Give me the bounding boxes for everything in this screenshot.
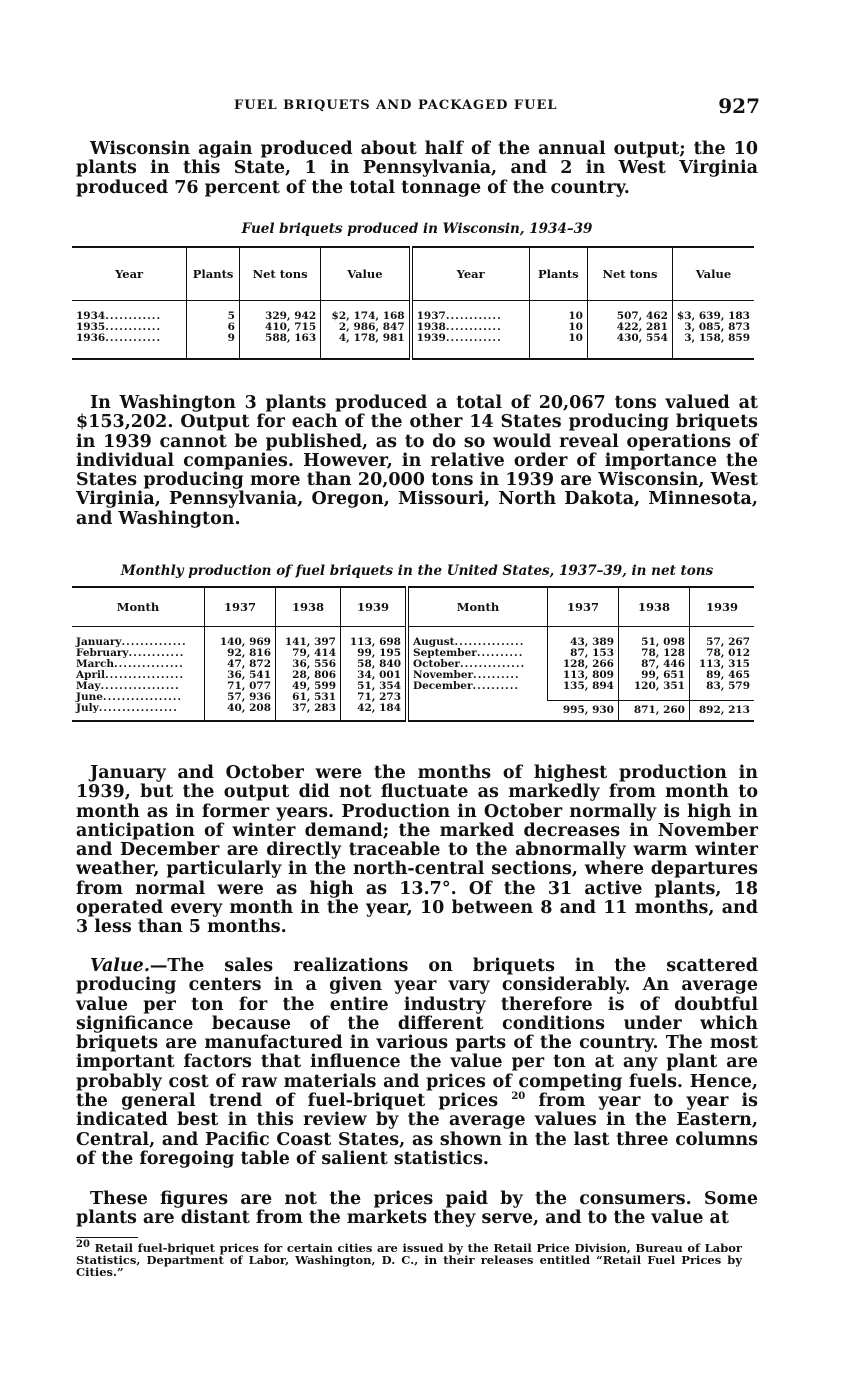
paragraph-monthly-variation: January and October were the months of highest production in 1939, but the output did not fluctuate as markedly from month to month as in former years. Production in October normally is high in anticipation of winter demand; the marked decreases in November and December are directly traceable to the abnormally warm winter weather, particularly in the north-central sections, where departures from normal were as high as 13.7°. Of the 31 active plants, 18 operated every month in the year, 10 between 8 and 11 months, and 3 less than 5 months. (76, 763, 758, 938)
footnote-text: Retail fuel-briquet prices for certain cities are issued by the Retail Price Division, Bureau of Labor Statistics, Department of Labor, Washington, D. C., in their releases entitled “Retail Fuel Prices by Cities.” (76, 1241, 742, 1279)
table-cell: August (413, 636, 455, 648)
table-cell: 79, 414 (292, 647, 336, 659)
footnote (76, 1239, 742, 1279)
footnote-reference: 20 (511, 1091, 526, 1103)
table-cell: 51, 354 (357, 680, 401, 692)
net-tons-column (239, 301, 320, 360)
month-column: January.............. February............ March............... April................. May................. June................. July................. (76, 636, 187, 714)
value-column (321, 301, 411, 360)
table-cell: 2, 986, 847 (338, 321, 405, 333)
value-run-in-heading: Value. (90, 956, 150, 976)
table-cell: 49, 599 (292, 680, 336, 692)
table-cell: 1939 (416, 332, 446, 344)
table-row (72, 301, 754, 360)
column-header: Net tons (239, 247, 320, 301)
column-header: 1939 (341, 587, 408, 627)
table-cell: February (76, 647, 129, 659)
table-cell: 507, 462 (616, 310, 668, 322)
table-cell: 422, 281 (616, 321, 668, 333)
value-column (672, 301, 754, 360)
table-cell: 113, 315 (698, 658, 750, 670)
table-cell: January (76, 636, 122, 648)
table-cell: 1936 (76, 332, 106, 344)
table-cell: 140, 969 (219, 636, 271, 648)
table-cell: 1937 (416, 310, 446, 322)
table-header-row (72, 247, 754, 301)
table-cell: 5 (227, 310, 235, 322)
table-cell: 51, 098 (641, 636, 685, 648)
y1938-column (619, 627, 690, 701)
column-header: 1939 (690, 587, 755, 627)
table-cell: 3, 085, 873 (684, 321, 750, 333)
table-cell: May (76, 680, 101, 692)
table-cell: 10 (568, 321, 583, 333)
table-cell: 1935 (76, 321, 106, 333)
table-cell: 4, 178, 981 (338, 332, 405, 344)
table-cell: 10 (568, 332, 583, 344)
paragraph-washington: In Washington 3 plants produced a total of 20,067 tons valued at $153,202. Output for each of the other 14 States producing briquets in 1939 cannot be published, as to do so would reveal operations of individual companies. However, in relative order of importance the States producing more than 20,000 tons in 1939 are Wisconsin, West Virginia, Pennsylvania, Oregon, Missouri, North Dakota, Minnesota, and Washington. (76, 393, 758, 529)
footnote-divider (76, 1237, 138, 1238)
column-header: Plants (529, 247, 587, 301)
table-cell: 120, 351 (633, 680, 685, 692)
table-cell: 57, 267 (706, 636, 750, 648)
column-header: Month (407, 587, 548, 627)
column-header: Plants (187, 247, 240, 301)
table-cell: 9 (227, 332, 235, 344)
table-cell: $2, 174, 168 (331, 310, 405, 322)
page-number: 927 (718, 94, 760, 118)
total-1938: 871, 260 (619, 700, 690, 721)
table-cell: 58, 840 (357, 658, 401, 670)
year-column: 1937............ 1938............ 1939............ (411, 301, 530, 360)
table-cell: 87, 446 (641, 658, 685, 670)
monthly-production-table (72, 586, 754, 722)
y1939-column (341, 627, 408, 722)
running-title: FUEL BRIQUETS AND PACKAGED FUEL (234, 98, 558, 113)
table-cell: $3, 639, 183 (676, 310, 750, 322)
table-cell: 40, 208 (227, 702, 271, 714)
table-cell: 329, 942 (265, 310, 317, 322)
plants-column (187, 301, 240, 360)
table-cell: 410, 715 (265, 321, 317, 333)
column-header: 1938 (276, 587, 341, 627)
wisconsin-briquets-table (72, 246, 754, 360)
table-cell: 99, 195 (357, 647, 401, 659)
value-text-part2: from year to year is indicated best in this review by the average values in the Eastern, Central, and Pacific Coast States, as shown in the last three columns of the foregoing table of salient statistics. (76, 1091, 758, 1169)
table-cell: 1938 (416, 321, 446, 333)
table-cell: 141, 397 (284, 636, 336, 648)
table-cell: 71, 273 (357, 691, 401, 703)
table-cell: 6 (227, 321, 235, 333)
y1937-column (205, 627, 276, 722)
table-cell: June (76, 691, 103, 703)
month-column: August............... September.......... October.............. November.......... December.......... (407, 627, 548, 722)
table-row (72, 627, 754, 701)
table-cell: October (413, 658, 460, 670)
value-text-part1: —The sales realizations on briquets in the scattered producing centers in a given year vary considerably. An average value per ton for the entire industry therefore is of doubtful significance because of the different conditions under which briquets are manufactured in various parts of the country. The most important factors that influence the value per ton at any plant are probably cost of raw materials and prices of competing fuels. Hence, the general trend of fuel-briquet prices (76, 956, 758, 1112)
table-cell: 78, 012 (706, 647, 750, 659)
plants-column (529, 301, 587, 360)
running-head (74, 94, 760, 120)
paragraph-value (76, 957, 758, 1169)
column-header: 1937 (205, 587, 276, 627)
table-cell: 83, 579 (706, 680, 750, 692)
table-header-row (72, 587, 754, 627)
table-cell: 36, 541 (227, 669, 271, 681)
table-cell: 37, 283 (292, 702, 336, 714)
table-cell: 3, 158, 859 (684, 332, 750, 344)
y1939-column (690, 627, 755, 701)
total-1937: 995, 930 (548, 700, 619, 721)
table-cell: 128, 266 (562, 658, 614, 670)
column-header: 1938 (619, 587, 690, 627)
table-cell: 43, 389 (570, 636, 614, 648)
table-cell: 47, 872 (227, 658, 271, 670)
table-cell: September (413, 647, 477, 659)
table-cell: 92, 816 (227, 647, 271, 659)
total-1939: 892, 213 (690, 700, 755, 721)
table-cell: 78, 128 (641, 647, 685, 659)
table-cell: 99, 651 (641, 669, 685, 681)
table-cell: 10 (568, 310, 583, 322)
table-cell: 36, 556 (292, 658, 336, 670)
table-cell: 34, 001 (357, 669, 401, 681)
table-cell: 1934 (76, 310, 106, 322)
y1938-column (276, 627, 341, 722)
paragraph-consumer-prices: These figures are not the prices paid by the consumers. Some plants are distant from the markets they serve, and to the value at (76, 1189, 758, 1229)
table-cell: 430, 554 (616, 332, 668, 344)
table-cell: 113, 698 (349, 636, 401, 648)
table-cell: 113, 809 (562, 669, 614, 681)
table-cell: 28, 806 (292, 669, 336, 681)
column-header: Month (72, 587, 205, 627)
footnote-mark: 20 (76, 1239, 90, 1251)
column-header: 1937 (548, 587, 619, 627)
column-header: Value (672, 247, 754, 301)
table-cell: 135, 894 (562, 680, 614, 692)
table1-caption: Fuel briquets produced in Wisconsin, 1934–39 (241, 221, 593, 237)
table-cell: 89, 465 (706, 669, 750, 681)
table-cell: 588, 163 (265, 332, 317, 344)
column-header: Year (72, 247, 187, 301)
table-cell: November (413, 669, 474, 681)
column-header: Year (411, 247, 530, 301)
table-cell: 57, 936 (227, 691, 271, 703)
table2-caption: Monthly production of fuel briquets in the United States, 1937–39, in net tons (120, 563, 714, 579)
table-cell: 42, 184 (357, 702, 401, 714)
table-cell: March (76, 658, 114, 670)
year-column: 1934............ 1935............ 1936............ (76, 310, 162, 344)
table-cell: 71, 077 (227, 680, 271, 692)
column-header: Net tons (587, 247, 672, 301)
table-cell: 87, 153 (570, 647, 614, 659)
table-cell: 61, 531 (292, 691, 336, 703)
table-cell: April (76, 669, 105, 681)
column-header: Value (321, 247, 411, 301)
net-tons-column (587, 301, 672, 360)
y1937-column (548, 627, 619, 701)
table-cell: December (413, 680, 473, 692)
table-cell: July (76, 702, 99, 714)
paragraph-wisconsin-output: Wisconsin again produced about half of the annual output; the 10 plants in this State, 1 in Pennsylvania, and 2 in West Virginia produced 76 percent of the total tonnage of the country. (76, 139, 758, 198)
